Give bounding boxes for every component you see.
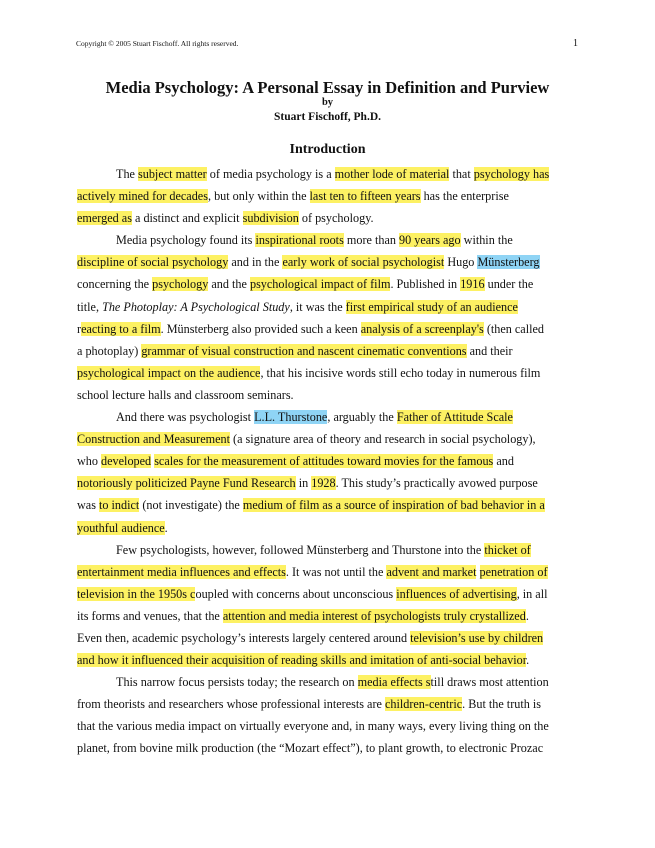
highlighted-text: developed — [101, 454, 152, 469]
text-segment: , that his incisive words still echo today in numerous film — [260, 365, 541, 380]
highlighted-name: L.L. Thurstone — [254, 410, 328, 425]
text-segment: . — [164, 520, 168, 535]
text-line — [77, 693, 582, 715]
highlighted-text: first empirical study of an audience — [345, 299, 518, 314]
highlighted-text: psychological impact on the audience — [77, 365, 261, 380]
highlighted-text: grammar of visual construction and nascent cinematic conventions — [141, 343, 467, 358]
text-segment: , in all — [516, 586, 548, 601]
text-line — [77, 494, 582, 516]
highlighted-text: thicket of — [484, 542, 531, 557]
highlighted-text: Construction and Measurement — [77, 432, 230, 447]
highlighted-text: Father of Attitude Scale — [396, 410, 513, 425]
highlighted-text: actively mined for decades — [77, 189, 208, 204]
text-segment: in — [295, 476, 312, 491]
text-line — [77, 627, 582, 649]
text-line — [77, 450, 582, 472]
text-line — [77, 251, 582, 273]
text-segment: school lecture halls and classroom seminars. — [77, 387, 294, 402]
text-line — [77, 318, 582, 340]
highlighted-text: scales for the measurement of attitudes toward movies for the famous — [154, 454, 494, 469]
text-line — [77, 561, 582, 583]
text-segment: Hugo — [444, 255, 478, 270]
text-line — [77, 163, 582, 185]
text-line — [77, 715, 582, 737]
text-segment: And there was psychologist — [116, 410, 255, 425]
document-title: Media Psychology: A Personal Essay in Definition and Purview — [105, 78, 550, 97]
highlighted-text: last ten to fifteen years — [309, 189, 421, 204]
copyright-notice: Copyright © 2005 Stuart Fischoff. All rights reserved. — [76, 39, 239, 48]
text-segment: (not investigate) the — [139, 498, 243, 513]
text-segment: its forms and venues, that the — [77, 608, 223, 623]
text-segment: and in the — [228, 255, 283, 270]
text-segment: from theorists and researchers whose professional interests are — [77, 697, 385, 712]
text-segment: . Published in — [390, 277, 461, 292]
essay-body — [77, 163, 582, 760]
highlighted-text: television in the 1950s c — [77, 586, 196, 601]
highlighted-text: entertainment media influences and effects — [77, 564, 286, 579]
highlighted-text: to indict — [99, 498, 140, 513]
highlighted-text: subdivision — [242, 211, 299, 226]
text-segment: (then called — [483, 321, 544, 336]
highlighted-text: 1928 — [311, 476, 336, 491]
text-segment: was — [77, 498, 100, 513]
highlighted-text: notoriously politicized Payne Fund Research — [77, 476, 296, 491]
text-segment: and — [493, 454, 514, 469]
highlighted-text: children-centric — [384, 697, 463, 712]
text-line — [77, 273, 582, 295]
text-line — [77, 539, 582, 561]
text-segment: who — [77, 454, 102, 469]
highlighted-text: psychology has — [473, 167, 550, 181]
text-segment: . Münsterberg also provided such a keen — [160, 321, 361, 336]
highlighted-text: subject matter — [138, 167, 207, 181]
highlighted-text: psychology — [152, 277, 209, 292]
highlighted-name: Münsterberg — [477, 255, 540, 270]
text-segment: . It was not until the — [285, 564, 387, 579]
text-segment: oupled with concerns about unconscious — [195, 586, 397, 601]
text-line — [77, 737, 582, 759]
highlighted-text: penetration of — [479, 564, 548, 579]
text-segment: This narrow focus persists today; the research on — [116, 675, 358, 690]
highlighted-text: advent and market — [386, 564, 477, 579]
highlighted-text: psychological impact of film — [249, 277, 391, 292]
highlighted-text: emerged as — [77, 211, 132, 226]
book-title: The Photoplay: A Psychological Study — [102, 299, 290, 314]
highlighted-text: inspirational roots — [255, 233, 344, 248]
highlighted-text: influences of advertising — [396, 586, 517, 601]
text-line — [77, 605, 582, 627]
highlighted-text: youthful audience — [77, 520, 165, 535]
text-line — [77, 472, 582, 494]
text-line — [77, 649, 582, 671]
text-segment: concerning the — [77, 277, 153, 292]
highlighted-text: 1916 — [460, 277, 485, 292]
text-line — [77, 185, 582, 207]
text-segment: , it was the — [289, 299, 346, 314]
text-segment: The — [116, 167, 138, 181]
text-segment: . — [525, 608, 529, 623]
text-line — [77, 517, 582, 539]
text-line — [77, 671, 582, 693]
highlighted-text: eacting to a film — [81, 321, 161, 336]
text-segment: that — [449, 167, 474, 181]
text-segment: and their — [466, 343, 513, 358]
text-segment: of psychology. — [298, 211, 374, 226]
text-segment: Media psychology found its — [116, 233, 256, 248]
highlighted-text: analysis of a screenplay's — [360, 321, 484, 336]
text-segment: under the — [484, 277, 534, 292]
text-line — [77, 362, 582, 384]
highlighted-text: attention and media interest of psychologists truly crystallized — [222, 608, 526, 623]
highlighted-text: early work of social psychologist — [282, 255, 445, 270]
text-segment: within the — [460, 233, 513, 248]
text-segment: till draws most attention — [430, 675, 549, 690]
text-segment: r — [77, 321, 82, 336]
text-line — [77, 384, 582, 406]
text-segment: a distinct and explicit — [131, 211, 243, 226]
text-line — [77, 296, 582, 318]
page-number: 1 — [573, 38, 578, 49]
highlighted-text: mother lode of material — [334, 167, 450, 181]
text-line — [77, 583, 582, 605]
highlighted-text: 90 years ago — [399, 233, 461, 248]
text-segment: that the various media impact on virtually everyone and, in many ways, every living thing on the — [77, 719, 549, 734]
author-name: Stuart Fischoff, Ph.D. — [273, 111, 381, 123]
text-line — [77, 340, 582, 362]
text-segment: of media psychology is a — [206, 167, 335, 181]
highlighted-text: medium of film as a source of inspiration of bad behavior in a — [242, 498, 545, 513]
highlighted-text: and how it influenced their acquisition of reading skills and imitation of anti-social behavior — [77, 653, 527, 668]
text-segment: has the enterprise — [420, 189, 509, 204]
text-segment: planet, from bovine milk production (the “Mozart effect”), to plant growth, to electronic Prozac — [77, 741, 544, 756]
text-segment: . — [526, 653, 530, 668]
text-segment: (a signature area of theory and research in social psychology), — [230, 432, 536, 447]
text-line — [77, 207, 582, 229]
text-segment: , but only within the — [207, 189, 310, 204]
highlighted-text: discipline of social psychology — [77, 255, 229, 270]
text-segment: and the — [208, 277, 250, 292]
text-segment: Few psychologists, however, followed Münsterberg and Thurstone into the — [116, 542, 485, 557]
section-heading: Introduction — [289, 142, 366, 157]
text-segment: , arguably the — [327, 410, 397, 425]
text-segment: title, — [77, 299, 103, 314]
text-line — [77, 406, 582, 428]
text-line — [77, 229, 582, 251]
highlighted-text: television’s use by children — [410, 630, 544, 645]
highlighted-text: media effects s — [357, 675, 431, 690]
text-segment: more than — [343, 233, 399, 248]
text-segment: . This study’s practically avowed purpose — [335, 476, 538, 491]
text-segment: . But the truth is — [462, 697, 542, 712]
byline: by — [321, 97, 334, 108]
text-segment: Even then, academic psychology’s interests largely centered around — [77, 630, 411, 645]
text-segment: a photoplay) — [77, 343, 142, 358]
text-line — [77, 428, 582, 450]
